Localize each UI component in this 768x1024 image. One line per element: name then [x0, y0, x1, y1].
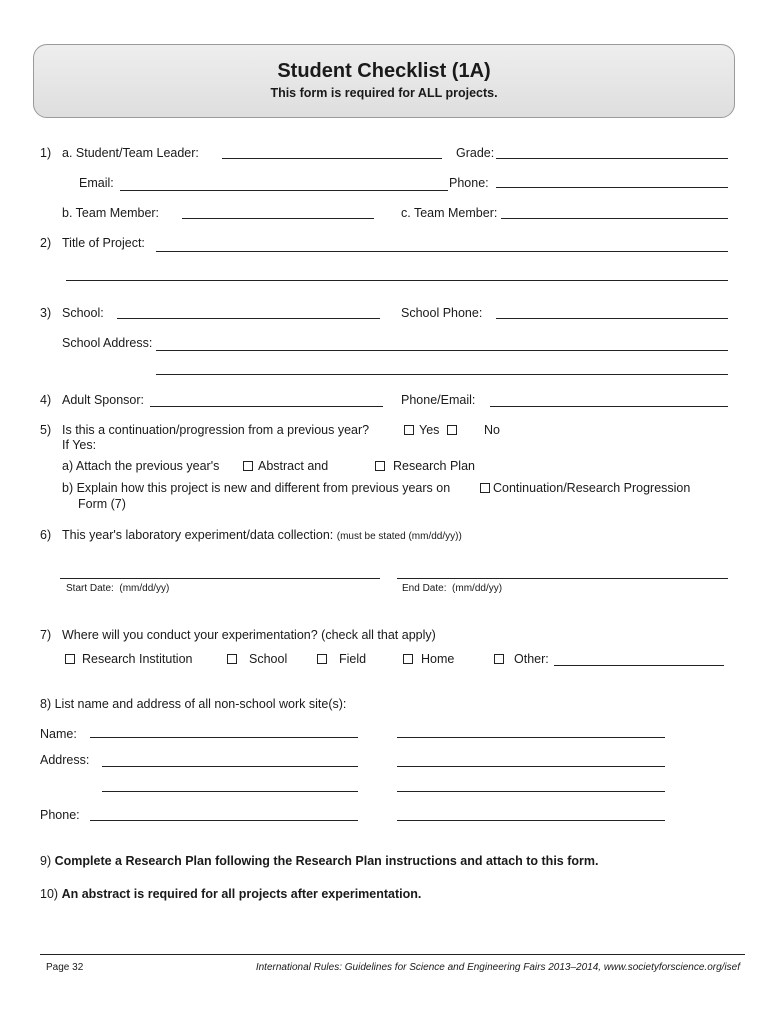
other-checkbox[interactable] [494, 654, 504, 664]
q9-number: 9) [40, 854, 52, 868]
school-phone-label: School Phone: [401, 306, 483, 320]
site-address-field-3[interactable] [102, 791, 358, 792]
yes-option[interactable] [404, 423, 462, 437]
footer-source: International Rules: Guidelines for Science and Engineering Fairs 2013–2014, www.societyforscience.org/isef [255, 962, 740, 973]
q9-item [40, 854, 598, 868]
q6-label [62, 528, 462, 542]
end-date-field[interactable] [397, 578, 728, 579]
option-field[interactable] [317, 652, 366, 666]
q6-question: This year's laboratory experiment/data collection: [62, 528, 334, 542]
phone-field[interactable] [496, 187, 728, 188]
q9-text: Complete a Research Plan following the Research Plan instructions and attach to this form. [54, 854, 599, 868]
continuation-label: Continuation/Research Progression [493, 481, 691, 495]
field-checkbox[interactable] [317, 654, 327, 664]
project-title-label: Title of Project: [62, 236, 145, 250]
q7-number: 7) [40, 628, 52, 642]
research-plan-option[interactable] [375, 459, 475, 473]
start-date-field[interactable] [60, 578, 380, 579]
if-yes-label: If Yes: [62, 438, 97, 452]
abstract-checkbox[interactable] [243, 461, 253, 471]
site-phone-field-2[interactable] [397, 820, 665, 821]
phone-label: Phone: [449, 176, 489, 190]
grade-field[interactable] [496, 158, 728, 159]
site-name-field[interactable] [90, 737, 358, 738]
site-address-field-2[interactable] [397, 766, 665, 767]
end-date-text: End Date: [402, 583, 447, 594]
q1-number: 1) [40, 146, 52, 160]
option-school[interactable] [227, 652, 287, 666]
q5a-label: a) Attach the previous year's [62, 459, 220, 473]
q10-text: An abstract is required for all projects after experimentation. [61, 887, 422, 901]
sponsor-label: Adult Sponsor: [62, 393, 144, 407]
start-date-text: Start Date: [66, 583, 114, 594]
other-option-label: Other: [514, 652, 549, 666]
school-checkbox[interactable] [227, 654, 237, 664]
leader-field[interactable] [222, 158, 442, 159]
project-title-field-2[interactable] [66, 280, 728, 281]
form-title: Student Checklist (1A) [277, 60, 491, 82]
member-b-field[interactable] [182, 218, 374, 219]
email-field[interactable] [120, 190, 448, 191]
member-b-label: b. Team Member: [62, 206, 160, 220]
project-title-field[interactable] [156, 251, 728, 252]
yes-checkbox[interactable] [404, 425, 414, 435]
continuation-option[interactable] [480, 481, 690, 495]
q7-question: Where will you conduct your experimentation? (check all that apply) [62, 628, 436, 642]
site-name-label: Name: [40, 727, 77, 741]
q4-number: 4) [40, 393, 52, 407]
option-home[interactable] [403, 652, 454, 666]
footer-divider [40, 954, 745, 955]
leader-label: a. Student/Team Leader: [62, 146, 199, 160]
research-plan-checkbox[interactable] [375, 461, 385, 471]
school-field[interactable] [117, 318, 380, 319]
site-address-field[interactable] [102, 766, 358, 767]
home-option-label: Home [421, 652, 455, 666]
start-date-label [66, 583, 169, 594]
sponsor-phone-label: Phone/Email: [401, 393, 476, 407]
research-institution-label: Research Institution [82, 652, 193, 666]
abstract-label: Abstract and [258, 459, 329, 473]
continuation-form-label: Form (7) [78, 497, 126, 511]
page-number: Page 32 [46, 962, 84, 973]
school-option-label: School [249, 652, 288, 666]
email-label: Email: [79, 176, 114, 190]
q2-number: 2) [40, 236, 52, 250]
yes-label: Yes [419, 423, 440, 437]
site-name-field-2[interactable] [397, 737, 665, 738]
other-field[interactable] [554, 665, 724, 666]
site-address-label: Address: [40, 753, 90, 767]
grade-label: Grade: [456, 146, 495, 160]
abstract-option[interactable] [243, 459, 328, 473]
school-phone-field[interactable] [496, 318, 728, 319]
site-address-field-4[interactable] [397, 791, 665, 792]
form-subtitle: This form is required for ALL projects. [270, 86, 498, 100]
q6-note: (must be stated (mm/dd/yy)) [336, 531, 462, 542]
school-address-label: School Address: [62, 336, 153, 350]
q10-item [40, 887, 421, 901]
q3-number: 3) [40, 306, 52, 320]
no-label: No [484, 423, 500, 437]
member-c-label: c. Team Member: [401, 206, 498, 220]
q5-question: Is this a continuation/progression from a previous year? [62, 423, 370, 437]
q5b-label: b) Explain how this project is new and different from previous years on [62, 481, 451, 495]
school-address-field[interactable] [156, 350, 728, 351]
option-other[interactable] [494, 652, 549, 666]
sponsor-field[interactable] [150, 406, 383, 407]
end-date-label [402, 583, 502, 594]
home-checkbox[interactable] [403, 654, 413, 664]
sponsor-phone-field[interactable] [490, 406, 728, 407]
q8-label: 8) List name and address of all non-school work site(s): [40, 697, 347, 711]
research-plan-label: Research Plan [393, 459, 475, 473]
research-institution-checkbox[interactable] [65, 654, 75, 664]
q10-number: 10) [40, 887, 59, 901]
site-phone-label: Phone: [40, 808, 80, 822]
member-c-field[interactable] [501, 218, 728, 219]
field-option-label: Field [339, 652, 367, 666]
continuation-checkbox[interactable] [480, 483, 490, 493]
q6-number: 6) [40, 528, 52, 542]
school-label: School: [62, 306, 104, 320]
q5-number: 5) [40, 423, 52, 437]
site-phone-field[interactable] [90, 820, 358, 821]
end-date-format: (mm/dd/yy) [452, 583, 503, 594]
option-research-institution[interactable] [65, 652, 192, 666]
no-checkbox[interactable] [447, 425, 457, 435]
school-address-field-2[interactable] [156, 374, 728, 375]
start-date-format: (mm/dd/yy) [119, 583, 170, 594]
